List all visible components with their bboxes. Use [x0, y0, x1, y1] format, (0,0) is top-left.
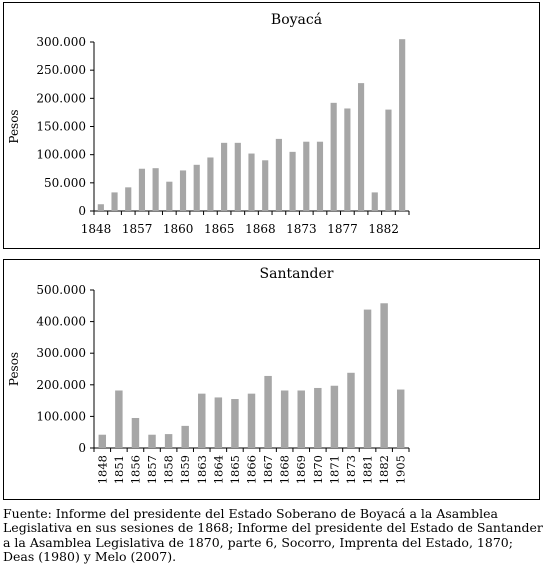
bar — [276, 139, 282, 211]
x-tick-label: 1865 — [227, 455, 242, 485]
bar — [98, 204, 104, 211]
bar — [125, 187, 131, 211]
bar — [132, 418, 139, 448]
bar — [314, 388, 321, 448]
bar — [153, 168, 159, 211]
bar — [248, 154, 254, 211]
x-tick-label: 1848 — [80, 222, 112, 236]
y-tick-label: 0 — [78, 441, 86, 455]
bar — [111, 192, 117, 211]
y-tick-label: 200.000 — [36, 91, 86, 106]
bar — [264, 376, 271, 448]
bar — [148, 435, 155, 448]
x-tick-label: 1860 — [162, 222, 194, 236]
x-tick-label: 1870 — [310, 455, 325, 485]
boyaca-chart — [4, 3, 539, 248]
bar — [221, 143, 227, 211]
y-axis-label: Pesos — [7, 109, 21, 144]
santander-chart-panel — [3, 259, 540, 500]
bar — [281, 390, 288, 448]
x-tick-label: 1868 — [277, 455, 292, 485]
bar — [231, 399, 238, 448]
bar — [385, 110, 391, 211]
y-tick-label: 150.000 — [36, 119, 86, 134]
bar — [317, 142, 323, 211]
bar — [344, 108, 350, 211]
y-axis-label: Pesos — [7, 351, 21, 387]
bar — [298, 390, 305, 448]
bar — [331, 386, 338, 448]
bar — [194, 165, 200, 211]
bar — [166, 182, 172, 211]
x-tick-label: 1865 — [203, 222, 235, 236]
bar — [290, 152, 296, 211]
bar — [180, 170, 186, 211]
x-tick-label: 1871 — [327, 455, 342, 485]
santander-chart — [4, 260, 539, 499]
y-tick-label: 250.000 — [36, 63, 86, 78]
bar — [399, 39, 405, 211]
x-tick-label: 1868 — [245, 222, 276, 236]
x-tick-label: 1873 — [343, 455, 358, 485]
bar — [198, 394, 205, 448]
x-tick-label: 1859 — [178, 455, 193, 485]
bar — [331, 103, 337, 211]
x-tick-label: 1867 — [261, 455, 276, 485]
bar — [303, 142, 309, 211]
y-tick-label: 300.000 — [36, 346, 86, 361]
x-tick-label: 1905 — [393, 455, 408, 485]
x-tick-label: 1882 — [377, 455, 392, 485]
bar — [181, 426, 188, 448]
source-caption: Fuente: Informe del presidente del Estado Soberano de Boyacá a la Asamblea Legislativa en sus sesiones de 1868; Informe del presidente del Estado de Santander a la Asamblea Legislativa de 1870, parte 6, Socorro, Imprenta del Estado, 1870; Deas (1980) y Melo (2007). — [3, 506, 543, 565]
chart-title: Boyacá — [270, 12, 323, 28]
bar — [364, 310, 371, 448]
boyaca-chart-panel — [3, 2, 540, 249]
bar — [165, 434, 172, 448]
y-tick-label: 0 — [78, 204, 86, 218]
x-tick-label: 1858 — [161, 455, 176, 485]
y-tick-label: 200.000 — [36, 377, 86, 392]
bar — [262, 160, 268, 211]
x-tick-label: 1873 — [286, 222, 317, 236]
bar — [397, 390, 404, 448]
chart-title: Santander — [259, 266, 334, 282]
y-tick-label: 500.000 — [36, 283, 86, 297]
x-tick-label: 1866 — [244, 455, 259, 485]
bar — [215, 397, 222, 448]
x-tick-label: 1857 — [121, 222, 153, 236]
y-tick-label: 100.000 — [36, 409, 86, 424]
bar — [115, 390, 122, 448]
x-tick-label: 1882 — [368, 222, 399, 236]
x-tick-label: 1848 — [95, 455, 110, 485]
y-tick-label: 300.000 — [36, 35, 86, 49]
y-tick-label: 400.000 — [36, 314, 86, 329]
bar — [372, 192, 378, 211]
x-tick-label: 1857 — [145, 455, 160, 485]
bar — [380, 303, 387, 448]
bar — [248, 394, 255, 448]
x-tick-label: 1863 — [194, 455, 209, 485]
bar — [207, 157, 213, 211]
bar — [347, 373, 354, 448]
bar — [235, 143, 241, 211]
x-tick-label: 1869 — [294, 455, 309, 485]
x-tick-label: 1856 — [128, 455, 143, 485]
x-tick-label: 1851 — [111, 455, 126, 485]
bar — [139, 169, 145, 211]
x-tick-label: 1864 — [211, 455, 226, 485]
y-tick-label: 100.000 — [36, 147, 86, 162]
bar — [99, 435, 106, 448]
x-tick-label: 1877 — [327, 222, 358, 236]
y-tick-label: 50.000 — [44, 175, 86, 190]
bar — [358, 83, 364, 211]
x-tick-label: 1881 — [360, 455, 375, 485]
